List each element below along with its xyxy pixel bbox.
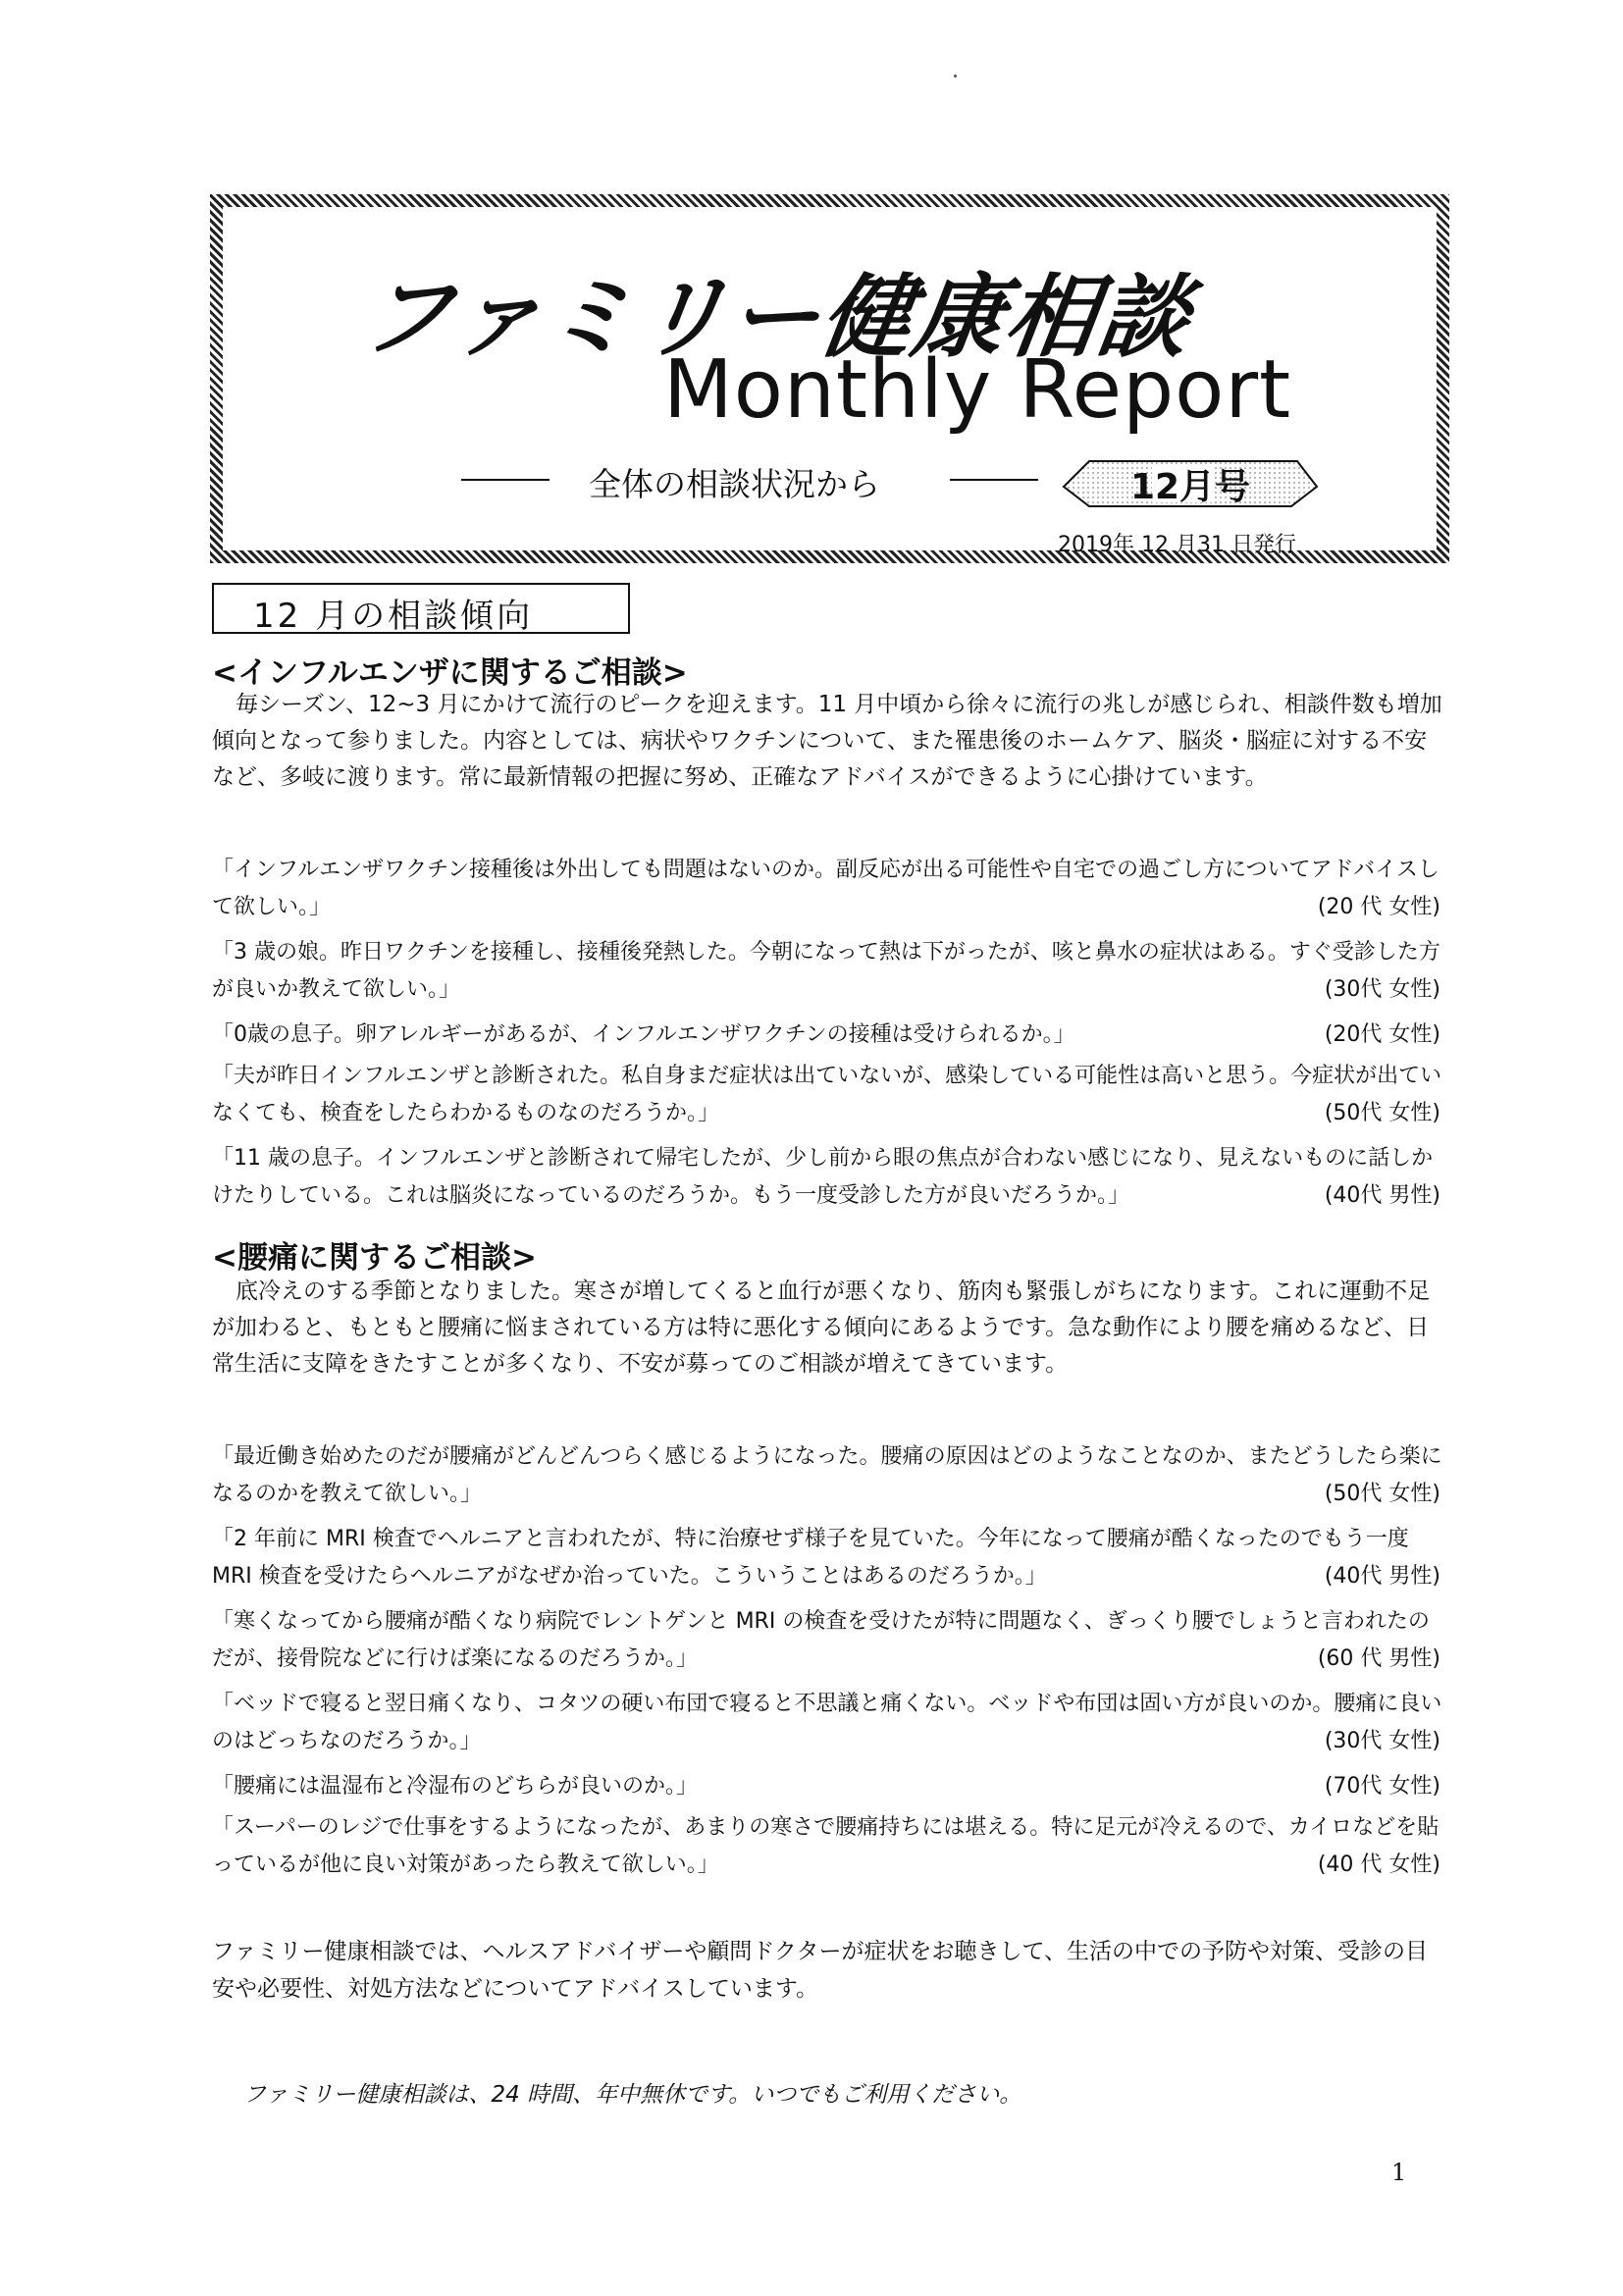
question-demographic: (50代 女性) [1324,1482,1440,1506]
question-item [212,1438,1450,1513]
question-item [212,852,1450,926]
scan-speck [954,75,957,78]
report-title: ファミリー健康相談 [354,265,1198,370]
question-item [212,1017,1450,1054]
question-item [212,1603,1450,1678]
question-item [212,1058,1450,1132]
topic-heading-influenza: <インフルエンザに関するご相談> [212,655,688,691]
topic-heading-backpain: <腰痛に関するご相談> [212,1240,537,1276]
question-text: 「スーパーのレジで仕事をするようになったが、あまりの寒さで腰痛持ちには堪える。特に足元が冷えるので、カイロなどを貼っているが他に良い対策があったら教えて欲しい。」 [212,1815,1440,1877]
issue-label: 12月号 [1129,467,1251,507]
question-demographic: (70代 女性) [1324,1774,1440,1799]
tagline: 全体の相談状況から [589,465,880,503]
topic-intro-backpain: 底冷えのする季節となりました。寒さが増してくると血行が悪くなり、筋肉も緊張しがちになります。これに運動不足が加わると、もともと腰痛に悩まされている方は特に悪化する傾向にあるようです。急な動作により腰を痛めるなど、日常生活に支障をきたすことが多くなり、不安が募ってのご相談が増えてきています。 [212,1278,1431,1377]
question-text: 「2 年前に MRI 検査でヘルニアと言われたが、特に治療せず様子を見ていた。今年になって腰痛が酷くなったのでもう一度 MRI 検査を受けたらヘルニアがなぜか治っていた。こういうことはあるのだろうか。」 [212,1527,1409,1589]
question-item [212,1521,1450,1595]
question-text: 「ベッドで寝ると翌日痛くなり、コタツの硬い布団で寝ると不思議と痛くない。ベッドや布団は固い方が良いのか。腰痛に良いのはどっちなのだろうか。」 [212,1692,1442,1753]
divider-right [950,479,1038,481]
question-item [212,1809,1450,1884]
question-item [212,1768,1450,1805]
question-text: 「11 歳の息子。インフルエンザと診断されて帰宅したが、少し前から眼の焦点が合わない感じになり、見えないものに話しかけたりしている。これは脳炎になっているのだろうか。もう一度受診した方が良いだろうか。」 [212,1146,1434,1208]
report-subtitle: Monthly Report [663,343,1292,437]
divider-left [461,479,550,481]
question-demographic: (40代 男性) [1324,1183,1440,1208]
topic-intro-influenza: 毎シーズン、12~3 月にかけて流行のピークを迎えます。11 月中頃から徐々に流行の兆しが感じられ、相談件数も増加傾向となって参りました。内容としては、病状やワクチンについて、また罹患後のホームケア、脳炎・脳症に対する不安など、多岐に渡ります。常に最新情報の把握に努め、正確なアドバイスができるように心掛けています。 [212,692,1442,790]
question-demographic: (60 代 男性) [1317,1646,1440,1671]
closing-paragraph: ファミリー健康相談では、ヘルスアドバイザーや顧問ドクターが症状をお聴きして、生活の中での予防や対策、受診の目安や必要性、対処方法などについてアドバイスしています。 [212,1939,1429,2002]
section-title: 12 月の相談傾向 [253,597,534,636]
question-item [212,1140,1450,1215]
question-text: 「最近働き始めたのだが腰痛がどんどんつらく感じるようになった。腰痛の原因はどのようなことなのか、またどうしたら楽になるのかを教えて欲しい。」 [212,1444,1442,1506]
issue-badge [1062,451,1319,508]
page-number: 1 [1391,2159,1407,2186]
question-item [212,1686,1450,1760]
question-text: 「インフルエンザワクチン接種後は外出しても問題はないのか。副反応が出る可能性や自宅での過ごし方についてアドバイスして欲しい。」 [212,858,1440,919]
question-text: 「寒くなってから腰痛が酷くなり病院でレントゲンと MRI の検査を受けたが特に問題なく、ぎっくり腰でしょうと言われたのだが、接骨院などに行けば楽になるのだろうか。」 [212,1609,1430,1671]
question-demographic: (30代 女性) [1324,1729,1440,1753]
section-title-box [212,583,630,634]
question-item [212,934,1450,1009]
question-demographic: (40代 男性) [1324,1564,1440,1589]
question-text: 「0歳の息子。卵アレルギーがあるが、インフルエンザワクチンの接種は受けられるか。」 [212,1022,1075,1047]
question-demographic: (20 代 女性) [1317,895,1440,919]
question-text: 「腰痛には温湿布と冷湿布のどちらが良いのか。」 [212,1774,699,1799]
question-demographic: (20代 女性) [1324,1022,1440,1047]
question-text: 「3 歳の娘。昨日ワクチンを接種し、接種後発熱した。今朝になって熱は下がったが、咳と鼻水の症状はある。すぐ受診した方が良いか教えて欲しい。」 [212,940,1440,1002]
question-demographic: (50代 女性) [1324,1101,1440,1125]
question-text: 「夫が昨日インフルエンザと診断された。私自身まだ症状は出ていないが、感染している可能性は高いと思う。今症状が出ていなくても、検査をしたらわかるものなのだろうか。」 [212,1064,1442,1125]
footer-note: ファミリー健康相談は、24 時間、年中無休です。いつでもご利用ください。 [243,2082,1022,2108]
question-demographic: (40 代 女性) [1317,1852,1440,1877]
tagline-row [461,451,1344,510]
publish-date: 2019年 12 月31 日発行 [1058,533,1296,557]
question-demographic: (30代 女性) [1324,977,1440,1002]
